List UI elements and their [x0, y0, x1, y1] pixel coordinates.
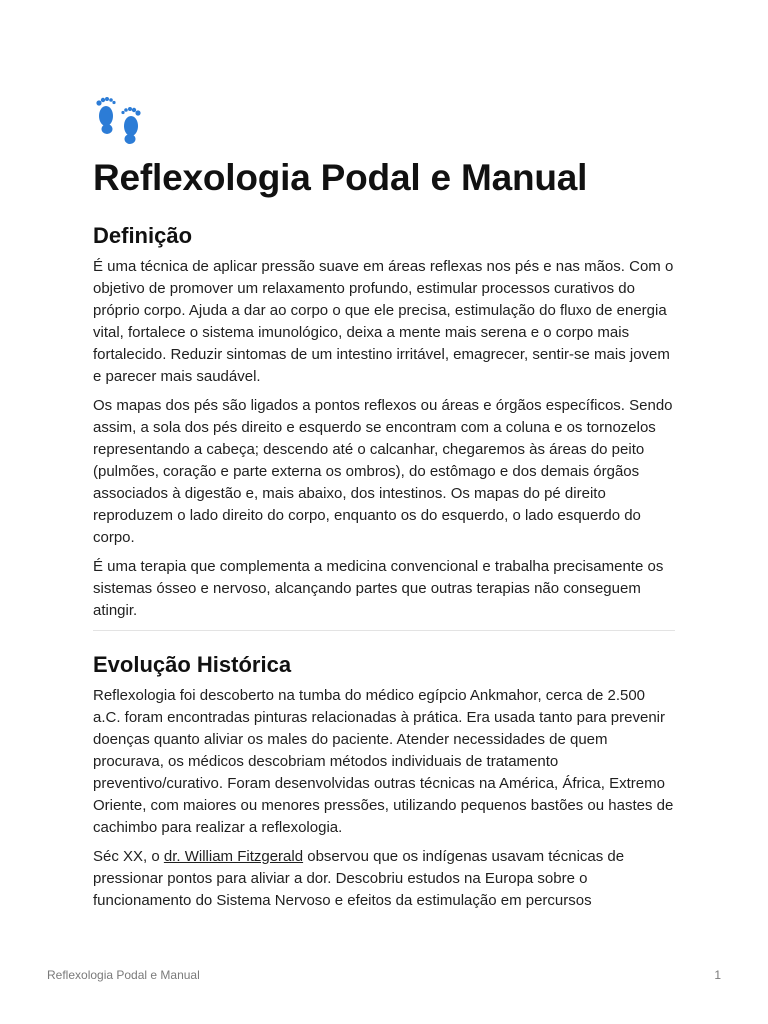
paragraph: Reflexologia foi descoberto na tumba do médico egípcio Ankmahor, cerca de 2.500 a.C. foram encontradas pinturas relacionadas à prática. Era usada tanto para prevenir doenças quanto aliviar os males do paciente. Atender necessidades de quem procurava, os médicos descobriam métodos individuais de tratamento preventivo/curativo. Foram desenvolvidas outras técnicas na América, África, Extremo Oriente, com maiores ou menores pressões, utilizando pequenos bastões ou hastes de cachimbo para realizar a reflexologia.	[93, 687, 674, 836]
paragraph: É uma terapia que complementa a medicina convencional e trabalha precisamente os sistemas ósseo e nervoso, alcançando partes que outras terapias não conseguem atingir.	[93, 558, 664, 619]
section-divider	[93, 630, 675, 631]
paragraph-text: observou que os indígenas usavam técnicas de pressionar pontos para aliviar a dor. Descobriu estudos na Europa sobre o funcionamento do Sistema Nervoso e efeitos da estimulação em percursos	[93, 848, 625, 909]
page-footer	[47, 968, 721, 982]
document-title: Reflexologia Podal e Manual	[93, 157, 588, 198]
paragraph-with-link	[93, 846, 675, 912]
footprints-icon	[93, 92, 149, 148]
fitzgerald-link[interactable]: dr. William Fitzgerald	[163, 848, 304, 865]
document-page	[93, 92, 675, 912]
paragraph-text: Séc XX, o	[93, 848, 164, 865]
footer-title: Reflexologia Podal e Manual	[47, 968, 200, 982]
page-number: 1	[714, 968, 721, 982]
paragraph: Os mapas dos pés são ligados a pontos reflexos ou áreas e órgãos específicos. Sendo assim, a sola dos pés direito e esquerdo se encontram com a coluna e os tornozelos representando a cabeça; descendo até o calcanhar, chegaremos às áreas do peito (pulmões, coração e parte externa os ombros), do estômago e dos demais órgãos associados à digestão e, mais abaixo, dos intestinos. Os mapas do pé direito reproduzem o lado direito do corpo, enquanto os do esquerdo, o lado esquerdo do corpo.	[93, 397, 673, 546]
section-heading-evolucao-historica: Evolução Histórica	[93, 652, 292, 677]
paragraph: É uma técnica de aplicar pressão suave em áreas reflexas nos pés e nas mãos. Com o objetivo de promover um relaxamento profundo, estimular processos curativos do próprio corpo. Ajuda a dar ao corpo o que ele precisa, estimulação do fluxo de energia vital, fortalece o sistema imunológico, deixa a mente mais serena e o corpo mais fortalecido. Reduzir sintomas de um intestino irritável, emagrecer, sentir-se mais jovem e parecer mais saudável.	[93, 258, 674, 385]
section-heading-definicao: Definição	[93, 223, 193, 248]
